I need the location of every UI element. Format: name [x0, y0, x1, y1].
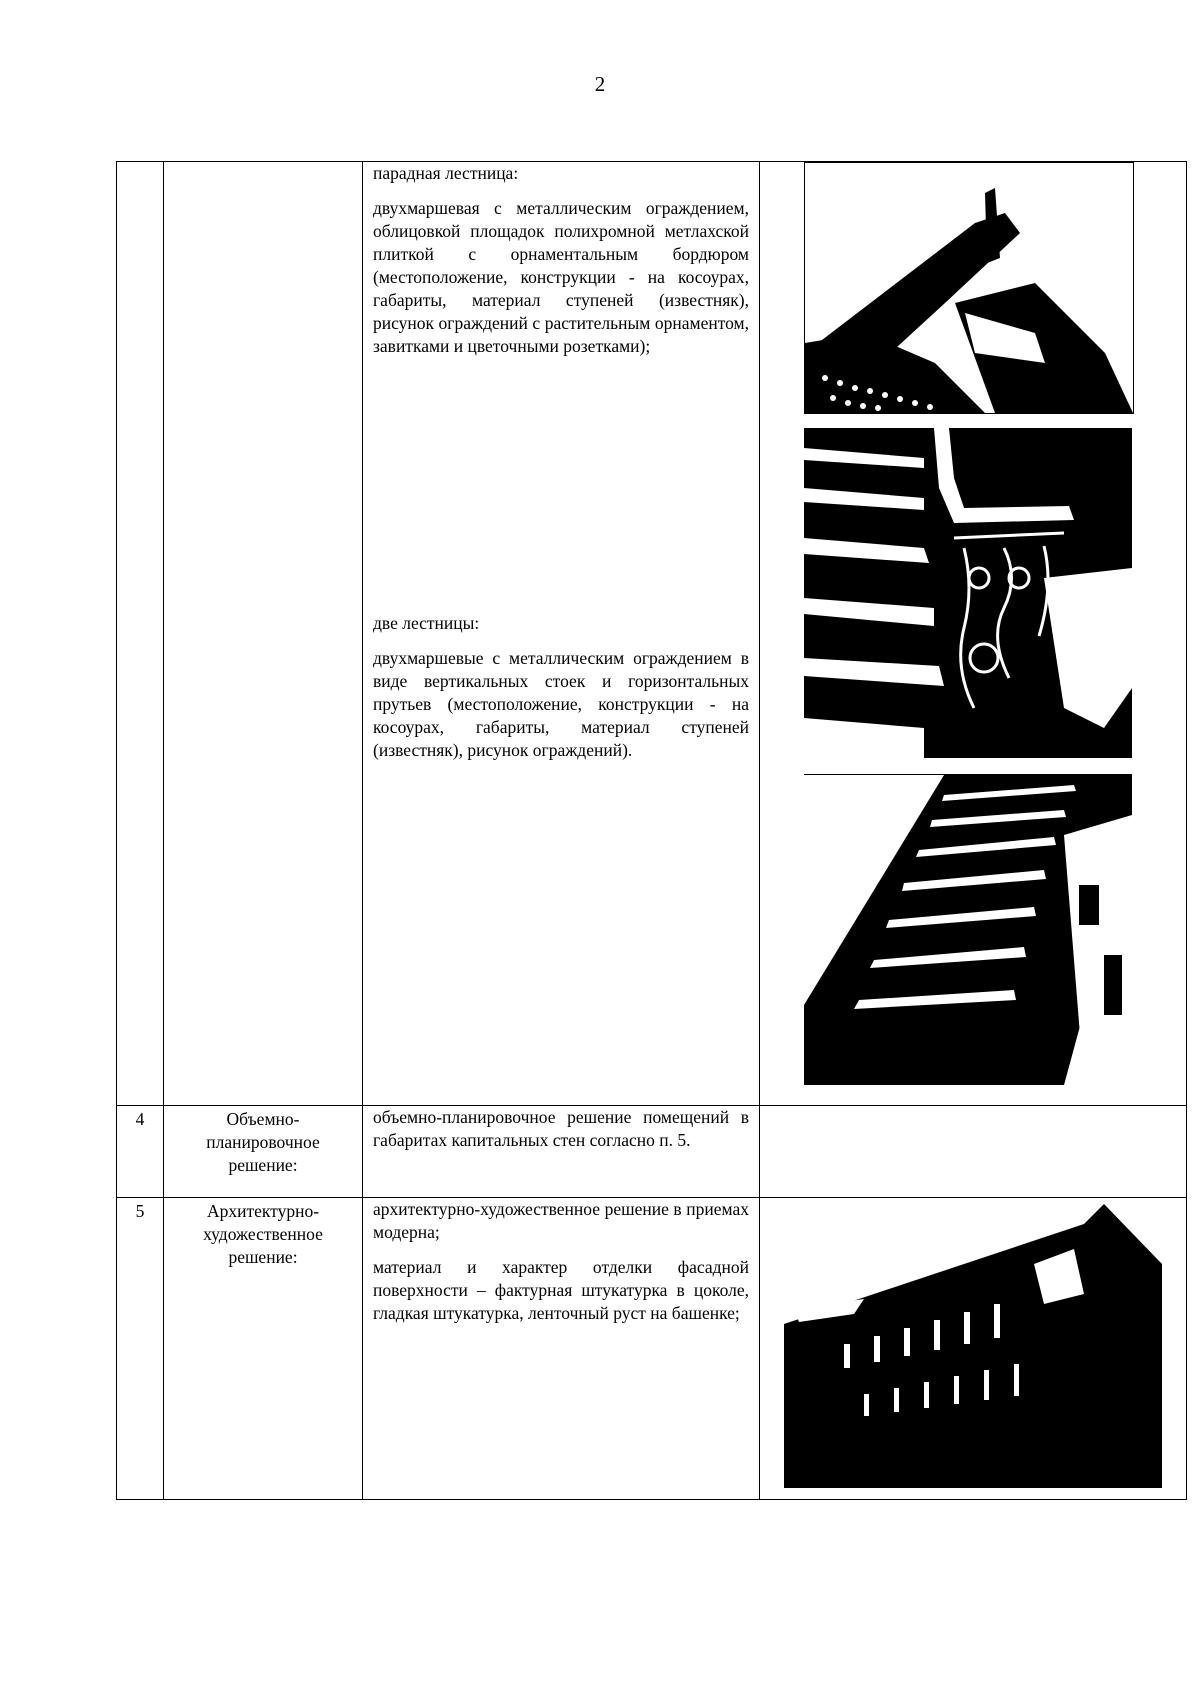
row-photos [760, 162, 1187, 1106]
row-number: 4 [117, 1106, 164, 1198]
row-photos [760, 1198, 1187, 1500]
row-name: Объемно-планировочное решение: [164, 1106, 363, 1198]
ornamental-railing-photo [804, 428, 1132, 758]
row-photos [760, 1106, 1187, 1198]
table-row [117, 162, 1187, 1106]
row-5-text-1: архитектурно-художественное решение в приемах модерна; [373, 1199, 749, 1242]
row-description [363, 1106, 760, 1198]
main-stair-text: двухмаршевая с металлическим ограждением, облицовкой площадок полихромной метлахской плиткой с орнаментальным бордюром (местоположение, конструкции - на косоурах, габариты, материал ступеней (известняк), рисунок ограждений с растительным орнаментом, завитками и цветочными розетками); [373, 198, 749, 356]
row-4-text: объемно-планировочное решение помещений в габаритах капитальных стен согласно п. 5. [373, 1107, 749, 1150]
table-row [117, 1106, 1187, 1198]
two-staircases-photo [804, 774, 1132, 1085]
table-row [117, 1198, 1187, 1500]
row-number [117, 162, 164, 1106]
main-stair-landing-photo [804, 162, 1134, 414]
row-description [363, 162, 760, 1106]
row-description [363, 1198, 760, 1500]
facade-photo [784, 1204, 1162, 1488]
page-number: 2 [594, 72, 606, 96]
row-name [164, 162, 363, 1106]
row-number: 5 [117, 1198, 164, 1500]
main-stair-title: парадная лестница: [373, 163, 519, 183]
row-5-text-2: материал и характер отделки фасадной поверхности – фактурная штукатурка в цоколе, гладкая штукатурка, ленточный руст на башенке; [373, 1257, 749, 1323]
row-name: Архитектурно-художественное решение: [164, 1198, 363, 1500]
two-stairs-text: двухмаршевые с металлическим ограждением в виде вертикальных стоек и горизонтальных прутьев (местоположение, конструкции - на косоурах, габариты, материал ступеней (известняк), рисунок ограждений). [373, 648, 749, 760]
monument-subject-table [116, 161, 1187, 1500]
two-stairs-title: две лестницы: [373, 613, 480, 633]
